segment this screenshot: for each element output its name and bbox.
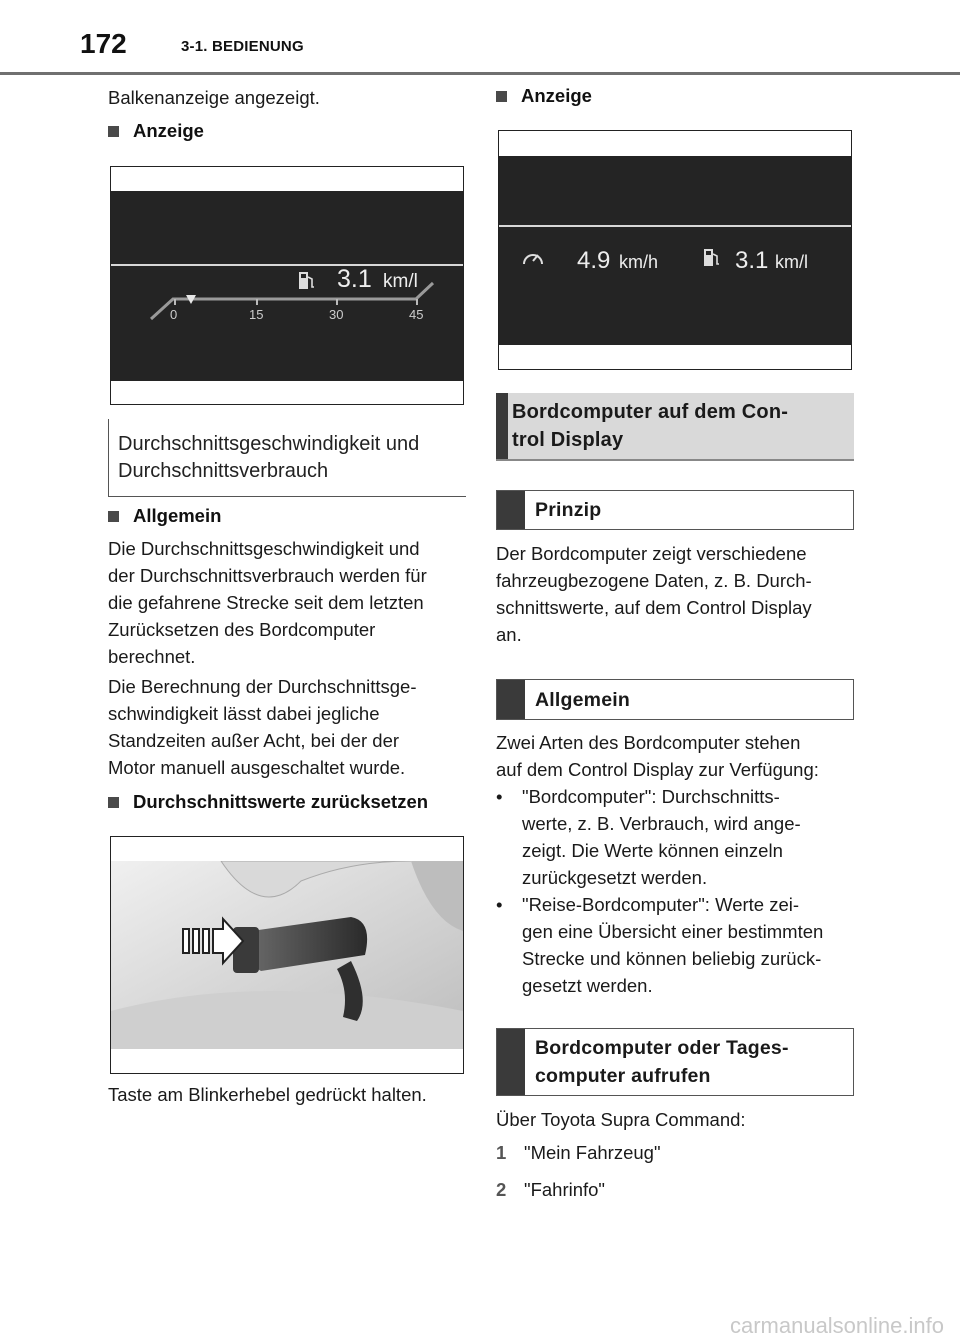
text-line: Der Bordcomputer zeigt verschiedene [496,543,807,564]
subheading-text: Prinzip [535,499,602,521]
heading-label: Anzeige [521,85,592,106]
turn-signal-lever-illustration [111,861,463,1049]
heading-line: Bordcomputer oder Tages- [535,1037,789,1059]
section-heading-bordcomputer [496,393,854,461]
list-item [496,783,856,891]
heading-allgemein-left [108,505,221,527]
text-line: zeigt. Die Werte können einzeln [522,840,783,861]
heading-line: Bordcomputer auf dem Con- [512,401,789,423]
fuel-pump-icon [702,247,720,269]
speed-unit: km/h [619,252,659,272]
text-line: Standzeiten außer Acht, bei der der [108,730,400,751]
text-line: Motor manuell ausgeschaltet wurde. [108,757,406,778]
heading-label: Anzeige [133,120,204,141]
text-line: an. [496,624,522,645]
scale-tick-30: 30 [329,307,344,322]
text-line: gesetzt werden. [522,975,653,996]
section-heading-text [512,398,788,454]
text-line: "Reise-Bordcomputer": Werte zei- [522,894,800,915]
list-item [496,891,856,999]
subheading-text: Allgemein [535,688,630,711]
square-bullet-icon [108,797,119,808]
text-line: Die Durchschnittsgeschwindigkeit und [108,538,420,559]
square-bullet-icon [108,126,119,137]
intro-text: Balkenanzeige angezeigt. [108,87,320,108]
text-line: gen eine Übersicht einer bestimmten [522,921,824,942]
figure-caption [108,419,466,497]
text-line: Zwei Arten des Bordcomputer stehen [496,732,801,753]
fuel-unit: km/l [383,271,418,292]
caption-line-1: Durchschnittsgeschwindigkeit und [118,433,420,455]
subheading-prinzip [496,490,854,530]
header-rule [0,72,960,75]
heading-line: computer aufrufen [535,1065,711,1087]
cluster-screen [111,191,463,381]
step-text: "Mein Fahrzeug" [524,1142,661,1163]
fuel-pump-icon [297,270,317,292]
heading-bar [497,680,525,719]
fuel-value: 3.1 [735,247,769,274]
heading-reset [108,791,428,813]
step-text: "Fahrinfo" [524,1179,606,1200]
paragraph-berechnung [108,673,417,781]
control-screen [499,156,851,345]
subheading-allgemein [496,679,854,720]
text-line: der Durchschnittsverbrauch werden für [108,565,427,586]
control-display-figure [498,130,852,370]
scale-tick-45: 45 [409,307,424,322]
text-line: fahrzeugbezogene Daten, z. B. Durch- [496,570,812,591]
step-item [496,1139,661,1166]
watermark: carmanualsonline.info [729,1313,944,1338]
text-line: die gefahrene Strecke seit dem letzten [108,592,424,613]
square-bullet-icon [496,91,507,102]
step-number: 2 [496,1179,507,1200]
text-line: Zurücksetzen des Bordcomputer [108,619,376,640]
heading-anzeige-left [108,120,204,142]
text-line: Die Berechnung der Durchschnittsge- [108,676,417,697]
fuel-unit: km/l [775,252,808,272]
text-line: zurückgesetzt werden. [522,867,708,888]
square-bullet-icon [108,511,119,522]
scale-tick-15: 15 [249,307,264,322]
text-line: schwindigkeit lässt dabei jegliche [108,703,380,724]
subheading-text [535,1034,789,1090]
step-number: 1 [496,1142,507,1163]
heading-label: Allgemein [133,505,222,526]
paragraph-prinzip [496,540,812,648]
caption-bar [108,419,109,496]
text-line: auf dem Control Display zur Verfügung: [496,759,819,780]
text-line: werte, z. B. Verbrauch, wird ange- [522,813,801,834]
heading-anzeige-right [496,85,592,107]
step-item [496,1176,605,1203]
page-number: 172 [80,28,127,59]
cluster-display-figure [110,166,464,405]
fuel-value: 3.1 [337,265,372,293]
lever-photo-figure [110,836,464,1074]
bullet-icon: • [496,786,503,807]
speedometer-icon [521,249,545,267]
bullet-list [496,783,856,999]
bullet-icon: • [496,894,503,915]
caption-line-2: Durchschnittsverbrauch [118,460,329,482]
heading-bar [497,491,525,529]
scale-tick-0: 0 [170,307,178,322]
speed-value: 4.9 [577,247,611,274]
text-line: schnittswerte, auf dem Control Display [496,597,812,618]
paragraph-allgemein [108,535,427,670]
heading-bar [497,1029,525,1095]
screen-divider [499,225,851,227]
subheading-tagescomputer [496,1028,854,1096]
heading-label: Durchschnittswerte zurücksetzen [133,791,429,812]
paragraph-allgemein-right [496,729,819,783]
text-line: "Bordcomputer": Durchschnitts- [522,786,780,807]
text-line: Strecke und können beliebig zurück- [522,948,822,969]
heading-line: trol Display [512,429,624,451]
photo-caption: Taste am Blinkerhebel gedrückt halten. [108,1084,427,1105]
command-intro: Über Toyota Supra Command: [496,1109,746,1130]
section-title: 3-1. BEDIENUNG [181,38,304,55]
text-line: berechnet. [108,646,196,667]
heading-bar [496,393,508,459]
